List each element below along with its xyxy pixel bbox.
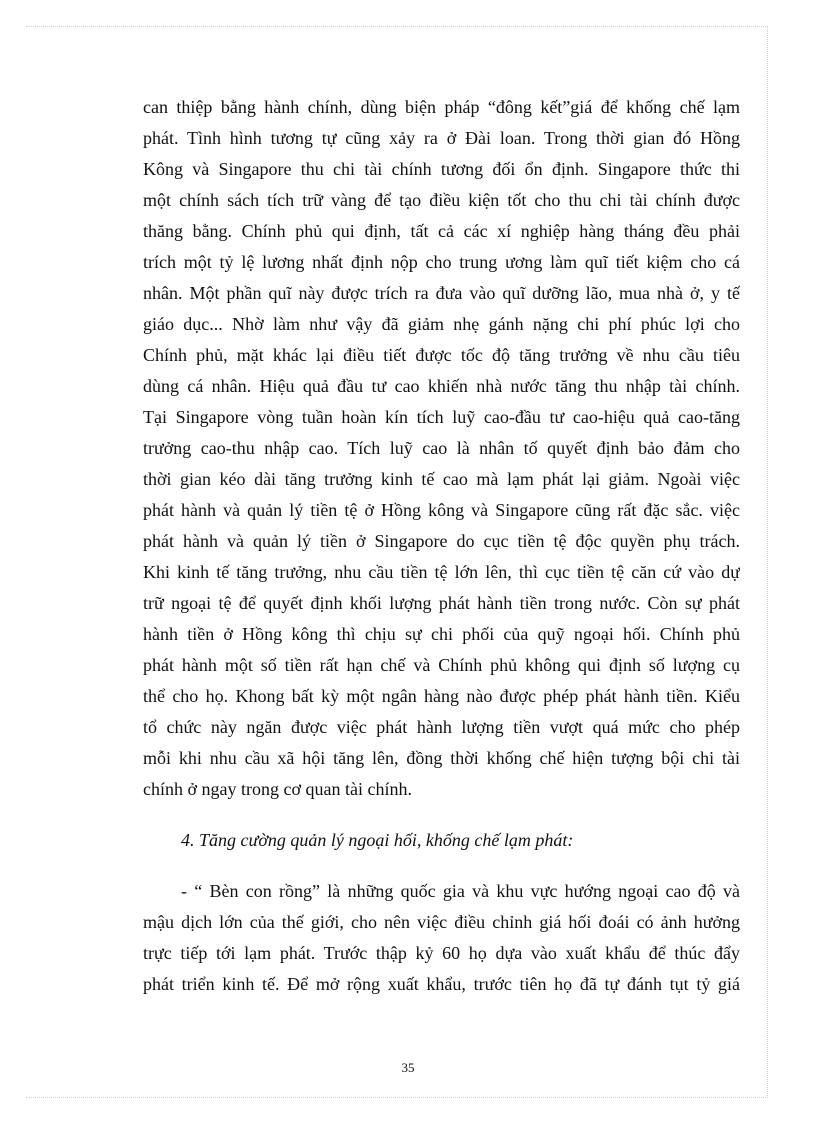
text-line: phát hành và quản lý tiền tệ ở Hồng kông và Singapore cũng rất đặc sắc. việc — [143, 500, 740, 520]
text-line: phát triển kinh tế. Để mở rộng xuất khẩu, trước tiên họ đã tự đánh tụt tỷ giá — [143, 974, 740, 994]
text-line: trích một tỷ lệ lương nhất định nộp cho trung ương làm quĩ tiết kiệm cho cá — [143, 252, 740, 272]
text-line: phát. Tình hình tương tự cũng xảy ra ở Đài loan. Trong thời gian đó Hồng — [143, 128, 740, 148]
text-line: Kông và Singapore thu chi tài chính tương đối ổn định. Singapore thức thi — [143, 159, 740, 179]
text-line: Khi kinh tế tăng trưởng, nhu cầu tiền tệ lớn lên, thì cục tiền tệ căn cứ vào dự — [143, 562, 740, 582]
text-line: thời gian kéo dài tăng trưởng kinh tế cao mà lạm phát lại giảm. Ngoài việc — [143, 469, 740, 489]
text-line: Tại Singapore vòng tuần hoàn kín tích luỹ cao-đầu tư cao-hiệu quả cao-tăng — [143, 407, 740, 427]
text-line: Chính phủ, mặt khác lại điều tiết được tốc độ tăng trưởng về nhu cầu tiêu — [143, 345, 740, 365]
text-line: một chính sách tích trữ vàng để tạo điều kiện tốt cho thu chi tài chính được — [143, 190, 740, 210]
text-line: mậu dịch lớn của thế giới, cho nên việc điều chỉnh giá hối đoái có ảnh hưởng — [143, 912, 740, 932]
text-line: trực tiếp tới lạm phát. Trước thập kỷ 60 họ dựa vào xuất khẩu để thúc đẩy — [143, 943, 740, 963]
text-line: - “ Bèn con rồng” là những quốc gia và khu vực hướng ngoại cao độ và — [181, 881, 740, 901]
text-line: trưởng cao-thu nhập cao. Tích luỹ cao là nhân tố quyết định bảo đảm cho — [143, 438, 740, 458]
page-number: 35 — [401, 1060, 415, 1075]
text-line: dùng cá nhân. Hiệu quả đầu tư cao khiến nhà nước tăng thu nhập tài chính. — [143, 376, 740, 396]
text-line: hành tiền ở Hồng kông thì chịu sự chi phối của quỹ ngoại hối. Chính phủ — [143, 624, 740, 644]
text-line: can thiệp bằng hành chính, dùng biện pháp “đông kết”giá để khống chế lạm — [143, 97, 740, 117]
text-line: thể cho họ. Khong bất kỳ một ngân hàng nào được phép phát hành tiền. Kiểu — [143, 686, 740, 706]
text-line: tổ chức này ngăn được việc phát hành lượng tiền vượt quá mức cho phép — [143, 717, 740, 737]
text-line: thăng bằng. Chính phủ qui định, tất cả các xí nghiệp hàng tháng đều phải — [143, 221, 740, 241]
text-line: phát hành và quản lý tiền ở Singapore do cục tiền tệ độc quyền phụ trách. — [143, 531, 740, 551]
document-body — [143, 92, 740, 1000]
text-line: trữ ngoại tệ để quyết định khối lượng phát hành tiền trong nước. Còn sự phát — [143, 593, 740, 613]
text-line: chính ở ngay trong cơ quan tài chính. — [143, 779, 412, 799]
paragraph-inflation-control — [143, 92, 740, 805]
paragraph-foreign-exchange — [143, 876, 740, 1000]
text-line: phát hành một số tiền rất hạn chế và Chính phủ không qui định số lượng cụ — [143, 655, 740, 675]
text-line: nhân. Một phần quĩ này được trích ra đưa vào quĩ dưỡng lão, mua nhà ở, y tế — [143, 283, 740, 303]
section-heading: 4. Tăng cường quản lý ngoại hối, khống chế lạm phát: — [181, 830, 574, 850]
text-line: giáo dục... Nhờ làm như vậy đã giảm nhẹ gánh nặng chi phí phúc lợi cho — [143, 314, 740, 334]
text-line: mỗi khi nhu cầu xã hội tăng lên, đồng thời khống chế hiện tượng bội chi tài — [143, 748, 740, 768]
